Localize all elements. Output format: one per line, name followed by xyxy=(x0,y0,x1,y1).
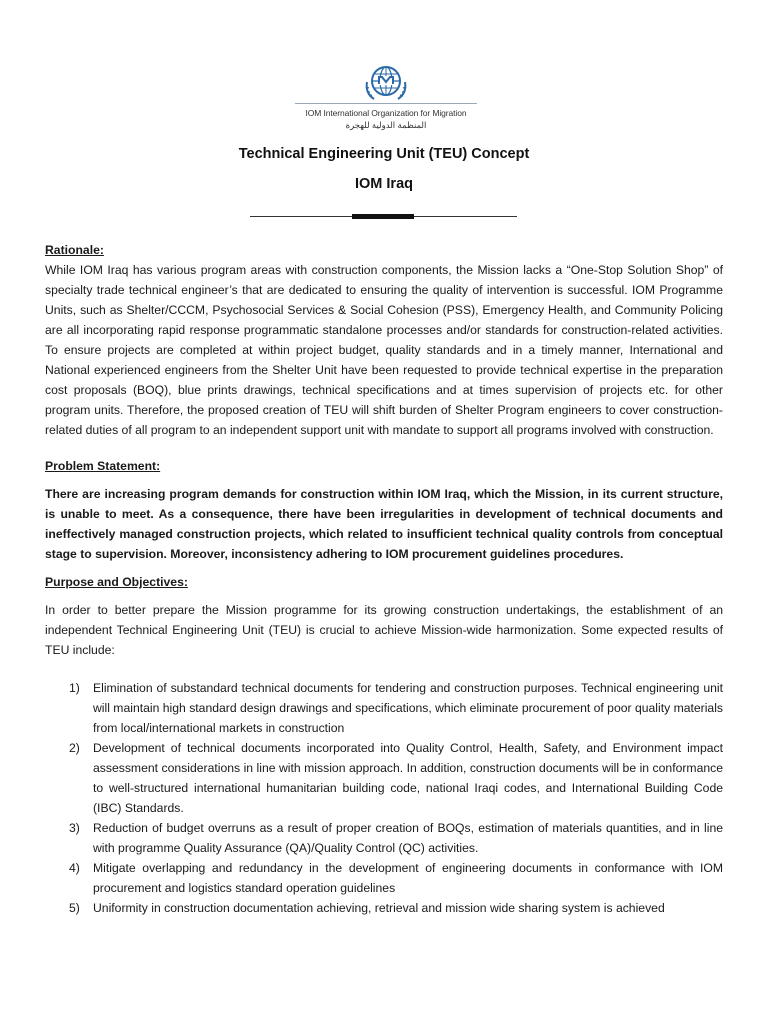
problem-paragraph: There are increasing program demands for construction within IOM Iraq, which the Mission, in its current structure, is unable to meet. As a consequence, there have been irregularities in development of technical documents and ineffectively managed construction projects, which related to insufficient technical quality controls from conceptual stage to supervision. Moreover, inconsistency adhering to IOM procurement guidelines procedures. xyxy=(45,487,723,561)
list-item-number: 3) xyxy=(69,821,80,835)
list-item-number: 4) xyxy=(69,861,80,875)
header-logo xyxy=(295,62,477,130)
list-item-number: 5) xyxy=(69,901,80,915)
list-item-number: 2) xyxy=(69,741,80,755)
list-item-text: Elimination of substandard technical documents for tendering and construction purposes. Technical engineering unit will maintain high standard design drawings and specifications, which eliminate procurement of poor quality materials from local/international markets in construction xyxy=(93,681,724,735)
iom-globe-logo-icon xyxy=(361,62,411,102)
problem-heading: Problem Statement: xyxy=(45,459,161,473)
list-item xyxy=(45,898,723,918)
list-item xyxy=(45,738,723,818)
rationale-paragraph: While IOM Iraq has various program areas with construction components, the Mission lacks a “One-Stop Solution Shop” of specialty trade technical engineer’s that are dedicated to ensuring the quality of intervention is successful. IOM Programme Units, such as Shelter/CCCM, Psychosocial Services & Social Cohesion (PSS), Emergency Health, and Community Policing are all incorporating rapid response programmatic standalone processes and/or standards for construction-related activities. To ensure projects are completed at within project budget, quality standards and in a timely manner, International and National experienced engineers from the Shelter Unit have been requested to provide technical expertise in the preparation cost proposals (BOQ), blue prints drawings, technical specifications and at times supervision of projects etc. for other program units. Therefore, the proposed creation of TEU will shift burden of Shelter Program engineers to cover construction-related duties of all program to an independent support unit with mandate to support all programs involved with construction. xyxy=(45,263,723,437)
org-name-en: IOM International Organization for Migration xyxy=(305,108,467,118)
document-title: Technical Engineering Unit (TEU) Concept xyxy=(238,146,530,162)
expected-results-list xyxy=(45,678,723,918)
document-body xyxy=(45,240,723,918)
list-item-text: Development of technical documents incorporated into Quality Control, Health, Safety, and Environment impact assessment considerations in line with mission approach. In addition, construction documents will be in conformance to well-structured international humanitarian building code, national Iraqi codes, and International Building Code (IBC) Standards. xyxy=(93,741,723,815)
purpose-heading: Purpose and Objectives: xyxy=(45,575,188,589)
purpose-intro: In order to better prepare the Mission programme for its growing construction undertakings, the establishment of an independent Technical Engineering Unit (TEU) is crucial to achieve Mission-wide harmonization. Some expected results of TEU include: xyxy=(45,603,723,657)
title-divider-accent xyxy=(352,214,414,219)
list-item-number: 1) xyxy=(69,681,80,695)
list-item xyxy=(45,678,723,738)
list-item xyxy=(45,818,723,858)
list-item-text: Reduction of budget overruns as a result of proper creation of BOQs, estimation of materials quantities, and in line with programme Quality Assurance (QA)/Quality Control (QC) activities. xyxy=(93,821,723,855)
logo-divider xyxy=(295,103,477,104)
rationale-heading: Rationale: xyxy=(45,243,104,257)
list-item xyxy=(45,858,723,898)
document-subtitle: IOM Iraq xyxy=(354,176,413,192)
org-name-ar: المنظمة الدولية للهجرة xyxy=(345,120,427,130)
list-item-text: Mitigate overlapping and redundancy in the development of engineering documents in conformance with IOM procurement and logistics standard operation guidelines xyxy=(93,861,723,895)
list-item-text: Uniformity in construction documentation achieving, retrieval and mission wide sharing system is achieved xyxy=(93,901,665,915)
